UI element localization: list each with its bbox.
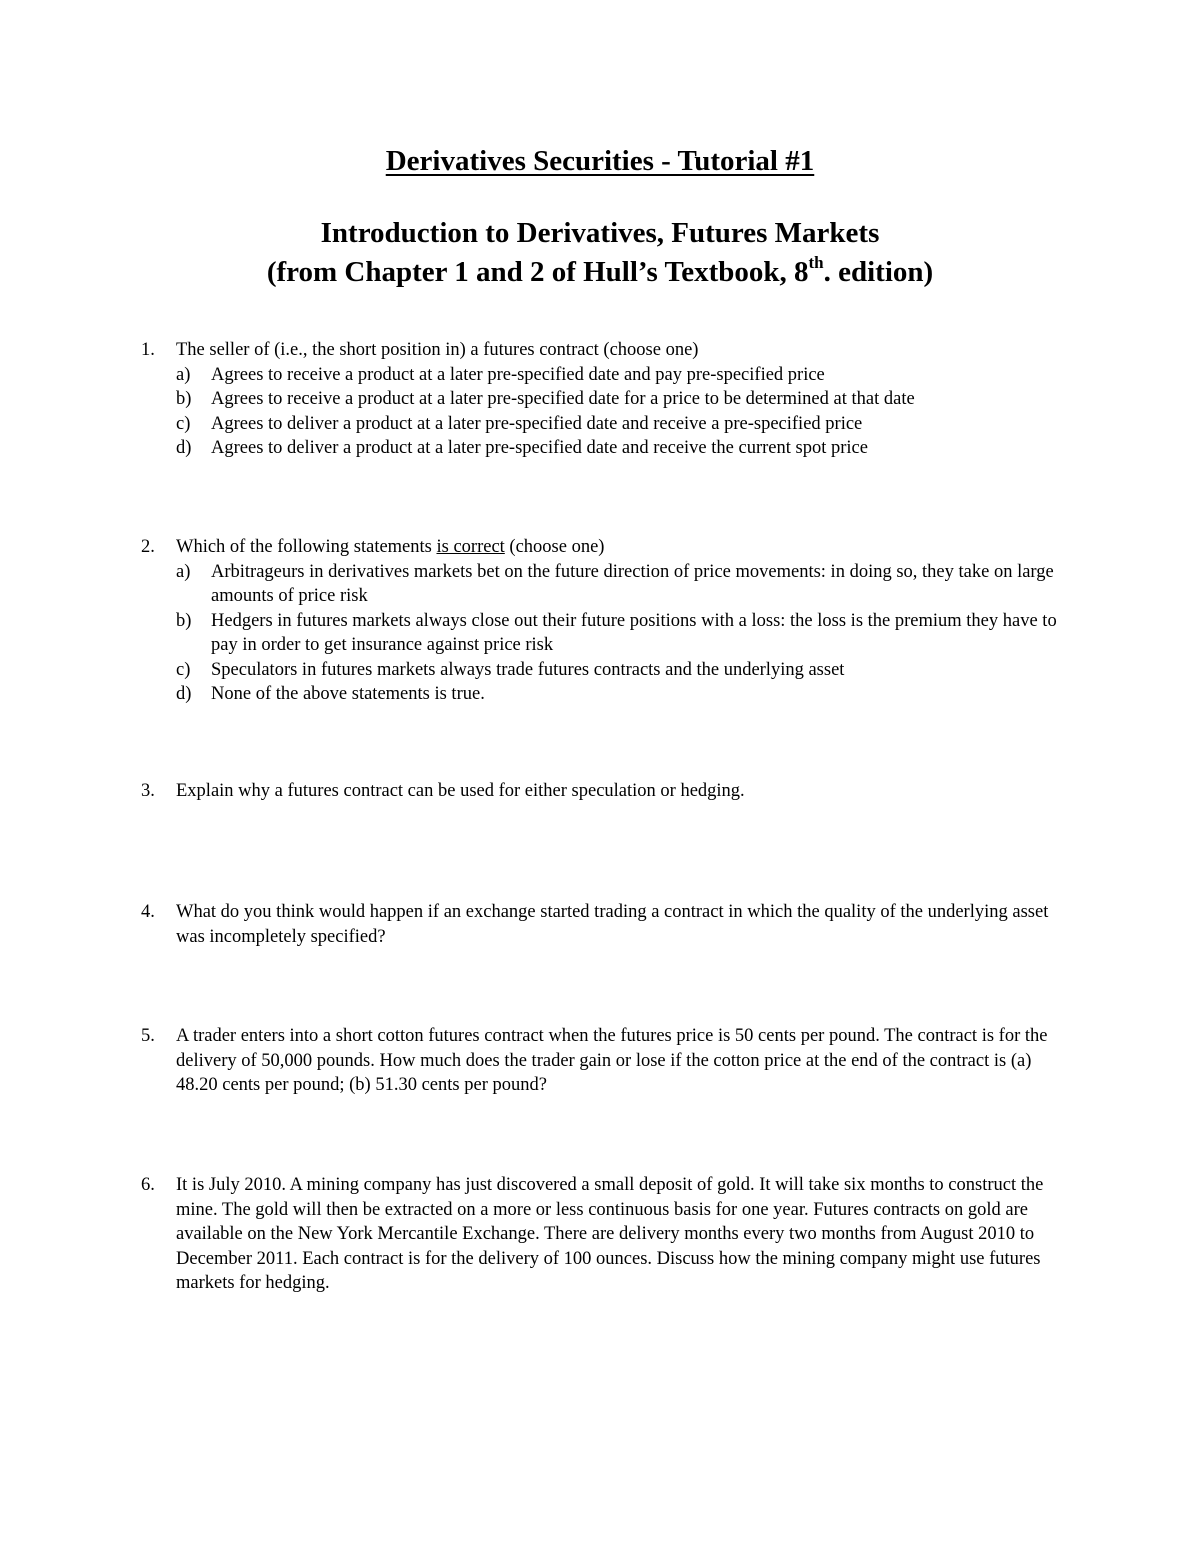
question-number: 6. xyxy=(141,1175,155,1195)
document-subtitle: Introduction to Derivatives, Futures Markets xyxy=(320,217,880,249)
question-6-stem xyxy=(0,1173,1200,1296)
question-1 xyxy=(0,338,1200,461)
option-a xyxy=(0,560,1200,609)
document-source-line xyxy=(0,254,1200,290)
question-2-stem xyxy=(0,535,1200,560)
question-number: 2. xyxy=(141,537,155,557)
question-text xyxy=(176,535,1056,560)
question-2 xyxy=(0,535,1200,707)
option-text: Arbitrageurs in derivatives markets bet on the future direction of price movements: in doing so, they take on large amounts of price risk xyxy=(211,561,1054,606)
question-number: 5. xyxy=(141,1026,155,1046)
question-text: A trader enters into a short cotton futures contract when the futures price is 50 cents per pound. The contract is for the delivery of 50,000 pounds. How much does the trader gain or lose if the cotton price at the end of the contract is (a) 48.20 cents per pound; (b) 51.30 cents per pound? xyxy=(176,1026,1048,1095)
question-text-emphasis: is correct xyxy=(436,537,505,557)
source-line-suffix: . edition) xyxy=(823,256,934,288)
option-letter: a) xyxy=(176,561,191,582)
document-title: Derivatives Securities - Tutorial #1 xyxy=(385,145,815,177)
question-number: 3. xyxy=(141,781,155,801)
question-3 xyxy=(0,779,1200,804)
option-letter: c) xyxy=(176,413,191,434)
option-letter: b) xyxy=(176,389,192,409)
option-text: Speculators in futures markets always trade futures contracts and the underlying asset xyxy=(211,659,845,680)
option-b xyxy=(0,387,1200,412)
option-text: Agrees to receive a product at a later pre-specified date for a price to be determined at that date xyxy=(211,389,915,409)
option-a xyxy=(0,363,1200,388)
option-d xyxy=(0,436,1200,461)
option-b xyxy=(0,609,1200,658)
option-letter: a) xyxy=(176,364,191,385)
question-1-stem xyxy=(0,338,1200,363)
option-letter: c) xyxy=(176,659,191,680)
option-text: Agrees to deliver a product at a later pre-specified date and receive the current spot price xyxy=(211,438,868,458)
question-5-stem xyxy=(0,1024,1200,1098)
option-c xyxy=(0,658,1200,683)
question-text: Explain why a futures contract can be used for either speculation or hedging. xyxy=(176,781,745,801)
source-line-text: (from Chapter 1 and 2 of Hull’s Textbook, 8 xyxy=(266,256,809,288)
question-text: The seller of (i.e., the short position in) a futures contract (choose one) xyxy=(176,340,699,360)
question-4-stem xyxy=(0,900,1200,949)
question-number: 4. xyxy=(141,902,155,922)
question-number: 1. xyxy=(141,340,155,360)
question-3-stem xyxy=(0,779,1200,804)
question-text: It is July 2010. A mining company has just discovered a small deposit of gold. It will take six months to construct the mine. The gold will then be extracted on a more or less continuous basis for one year. Futures contracts on gold are available on the New York Mercantile Exchange. There are delivery months every two months from August 2010 to December 2011. Each contract is for the delivery of 100 ounces. Discuss how the mining company might use futures markets for hedging. xyxy=(176,1175,1044,1293)
question-5 xyxy=(0,1024,1200,1098)
question-text-end: (choose one) xyxy=(504,537,605,557)
option-text: Agrees to receive a product at a later pre-specified date and pay pre-specified price xyxy=(211,364,825,385)
option-letter: d) xyxy=(176,684,192,704)
question-4 xyxy=(0,900,1200,949)
option-letter: d) xyxy=(176,438,192,458)
question-6 xyxy=(0,1173,1200,1296)
option-text: None of the above statements is true. xyxy=(211,684,485,704)
question-text: What do you think would happen if an exchange started trading a contract in which the quality of the underlying asset was incompletely specified? xyxy=(176,902,1049,947)
option-d xyxy=(0,682,1200,707)
question-text-start: Which of the following statements xyxy=(176,537,437,557)
option-letter: b) xyxy=(176,610,192,631)
option-c xyxy=(0,412,1200,437)
option-text: Hedgers in futures markets always close out their future positions with a loss: the loss is the premium they have to pay in order to get insurance against price risk xyxy=(211,610,1057,655)
option-text: Agrees to deliver a product at a later pre-specified date and receive a pre-specified price xyxy=(211,413,863,434)
edition-superscript: th xyxy=(808,253,824,273)
